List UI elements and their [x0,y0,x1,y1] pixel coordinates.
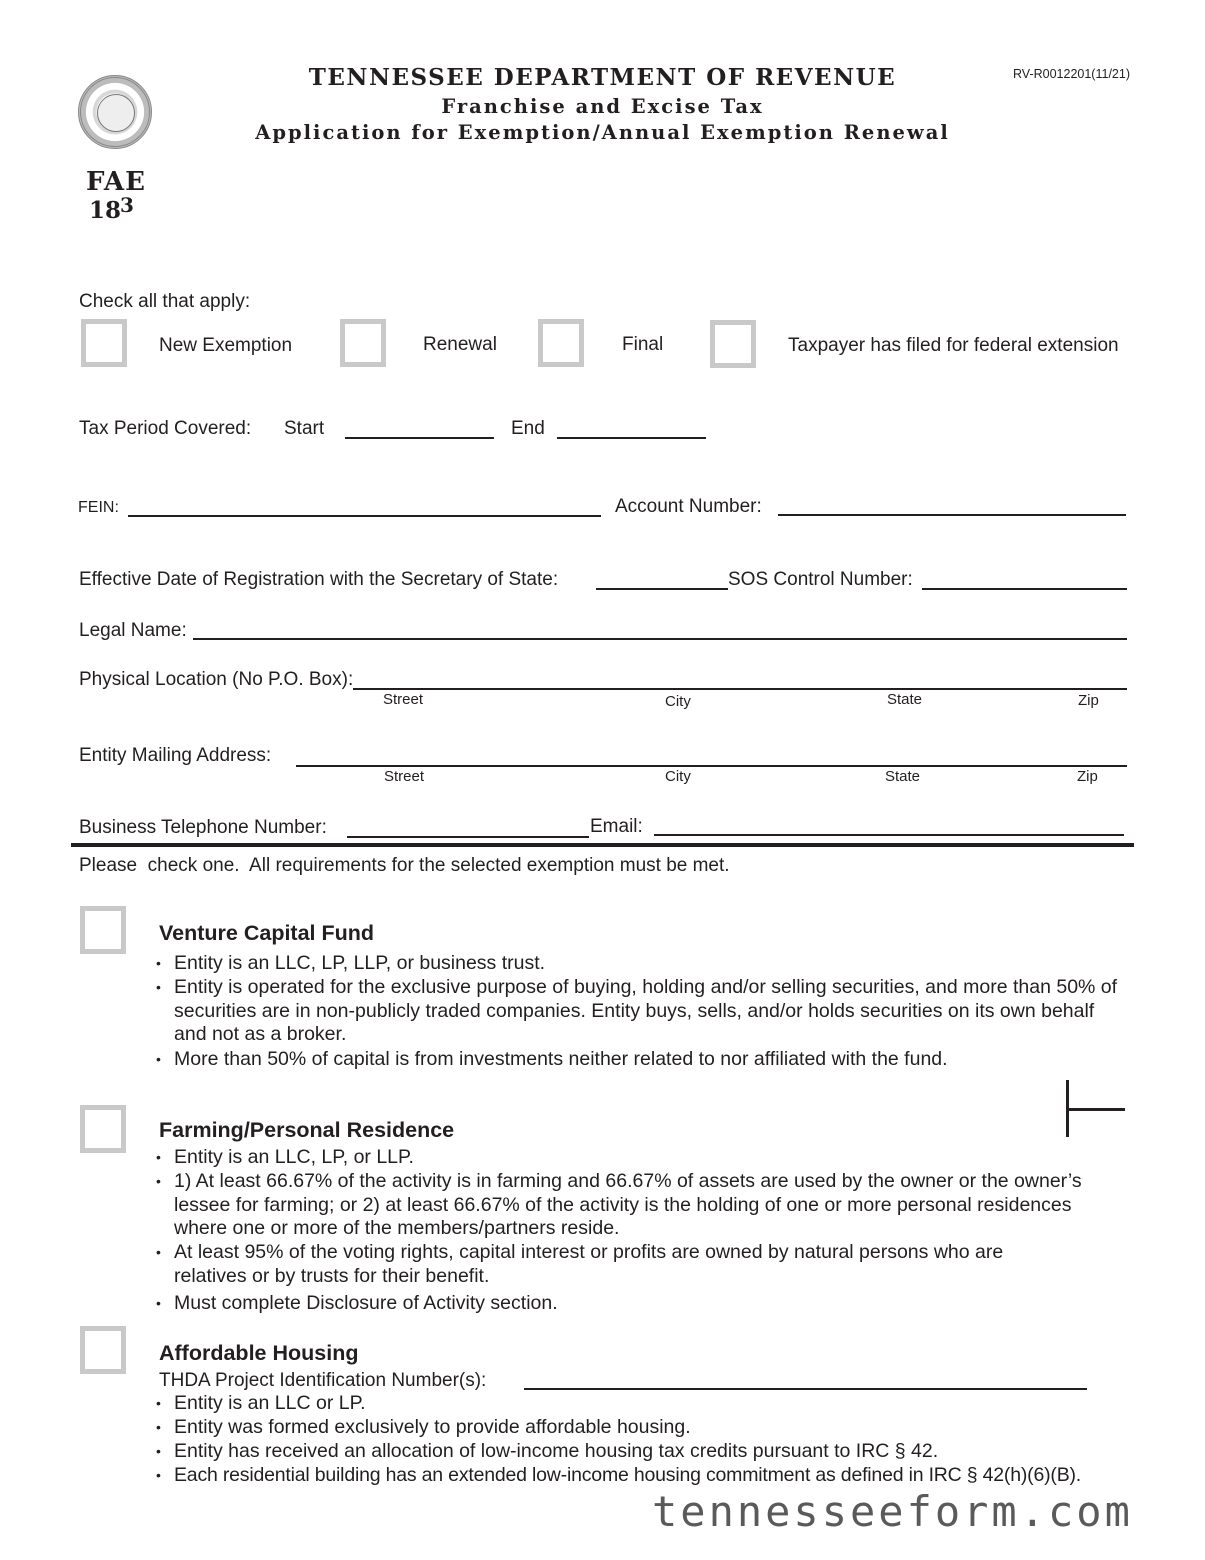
form-id: RV-R0012201(11/21) [1013,67,1130,81]
farming-bullet-3: • At least 95% of the voting rights, capital interest or profits are owned by natural persons who are relatives or by trusts for their benefit. [156,1241,1004,1287]
effective-date-label: Effective Date of Registration with the Secretary of State: [79,569,559,590]
account-number-label: Account Number: [615,496,762,517]
registration-mark-bar [1066,1108,1125,1111]
final-checkbox[interactable] [538,319,584,367]
fein-field[interactable] [128,515,601,517]
tax-period-end-label: End [511,418,545,439]
account-number-field[interactable] [778,514,1126,516]
new-exemption-label: New Exemption [159,335,293,356]
farming-bullet-1: • Entity is an LLC, LP, or LLP. [156,1146,414,1168]
housing-bullet-1: • Entity is an LLC or LP. [156,1392,366,1414]
check-all-label: Check all that apply: [79,291,251,312]
housing-bullet-3: • Entity has received an allocation of low-income housing tax credits pursuant to IRC § 42. [156,1440,939,1462]
farming-bullet-4: • Must complete Disclosure of Activity section. [156,1292,558,1314]
physical-state-caption: State [887,691,923,708]
legal-name-field[interactable] [193,638,1127,640]
form-code-line2: 18 [89,197,122,224]
venture-capital-checkbox[interactable] [80,906,126,954]
telephone-label: Business Telephone Number: [79,817,327,838]
sos-control-label: SOS Control Number: [728,569,913,590]
email-label: Email: [590,816,643,837]
affordable-housing-checkbox[interactable] [80,1326,126,1374]
form-title: Application for Exemption/Annual Exemption Renewal [255,121,950,144]
mailing-city-caption: City [665,768,691,785]
venture-bullet-3: • More than 50% of capital is from investments neither related to nor affiliated with the fund. [156,1048,948,1070]
physical-location-label: Physical Location (No P.O. Box): [79,669,354,690]
final-label: Final [622,334,664,355]
tax-period-start-field[interactable] [345,437,494,439]
section-divider [71,843,1134,847]
mailing-address-label: Entity Mailing Address: [79,745,272,766]
thda-field[interactable] [524,1388,1087,1390]
instruction-text: Please check one. All requirements for the selected exemption must be met. [79,855,730,876]
mailing-zip-caption: Zip [1077,768,1098,785]
renewal-label: Renewal [423,334,497,355]
telephone-field[interactable] [347,836,589,838]
farming-title: Farming/Personal Residence [159,1118,455,1142]
affordable-housing-title: Affordable Housing [159,1341,359,1365]
thda-label: THDA Project Identification Number(s): [159,1370,487,1391]
physical-zip-caption: Zip [1078,692,1099,709]
form-code-sup: 3 [120,193,134,217]
venture-bullet-2: • Entity is operated for the exclusive purpose of buying, holding and/or selling securities, and more than 50% of securities are in non-publicly traded companies. Entity buys, sells, and/or holds securities on its own behalf and not as a broker. [156,976,1118,1045]
new-exemption-checkbox[interactable] [81,319,127,367]
form-code-line1: FAE [86,167,146,197]
venture-bullet-1: • Entity is an LLC, LP, LLP, or business trust. [156,952,546,974]
tax-subtitle: Franchise and Excise Tax [441,95,764,118]
tax-period-start-label: Start [284,418,325,439]
mailing-address-field[interactable] [296,765,1127,767]
mailing-street-caption: Street [384,768,425,785]
housing-bullet-4: • Each residential building has an extended low-income housing commitment as defined in IRC § 42(h)(6)(B). [156,1464,1082,1486]
fein-label: FEIN: [78,499,119,516]
email-field[interactable] [654,834,1124,836]
watermark: tennesseeform.com [652,1487,1133,1536]
renewal-checkbox[interactable] [340,319,386,367]
farming-checkbox[interactable] [80,1105,126,1153]
physical-city-caption: City [665,693,691,710]
mailing-state-caption: State [885,768,921,785]
farming-bullet-2: • 1) At least 66.67% of the activity is in farming and 66.67% of assets are used by the owner or the owner’s lessee for farming; or 2) at least 66.67% of the activity is the holding of one or more personal residences where one or more of the members/partners reside. [156,1170,1082,1239]
tax-period-end-field[interactable] [557,437,706,439]
effective-date-field[interactable] [596,588,728,590]
housing-bullet-2: • Entity was formed exclusively to provide affordable housing. [156,1416,691,1438]
physical-street-caption: Street [383,691,424,708]
federal-extension-label: Taxpayer has filed for federal extension [788,335,1119,356]
department-title: TENNESSEE DEPARTMENT OF REVENUE [308,64,897,91]
sos-control-field[interactable] [922,588,1127,590]
physical-location-field[interactable] [353,688,1127,690]
legal-name-label: Legal Name: [79,620,187,641]
federal-extension-checkbox[interactable] [710,320,756,368]
tax-period-label: Tax Period Covered: [79,418,252,439]
venture-capital-title: Venture Capital Fund [159,921,375,945]
